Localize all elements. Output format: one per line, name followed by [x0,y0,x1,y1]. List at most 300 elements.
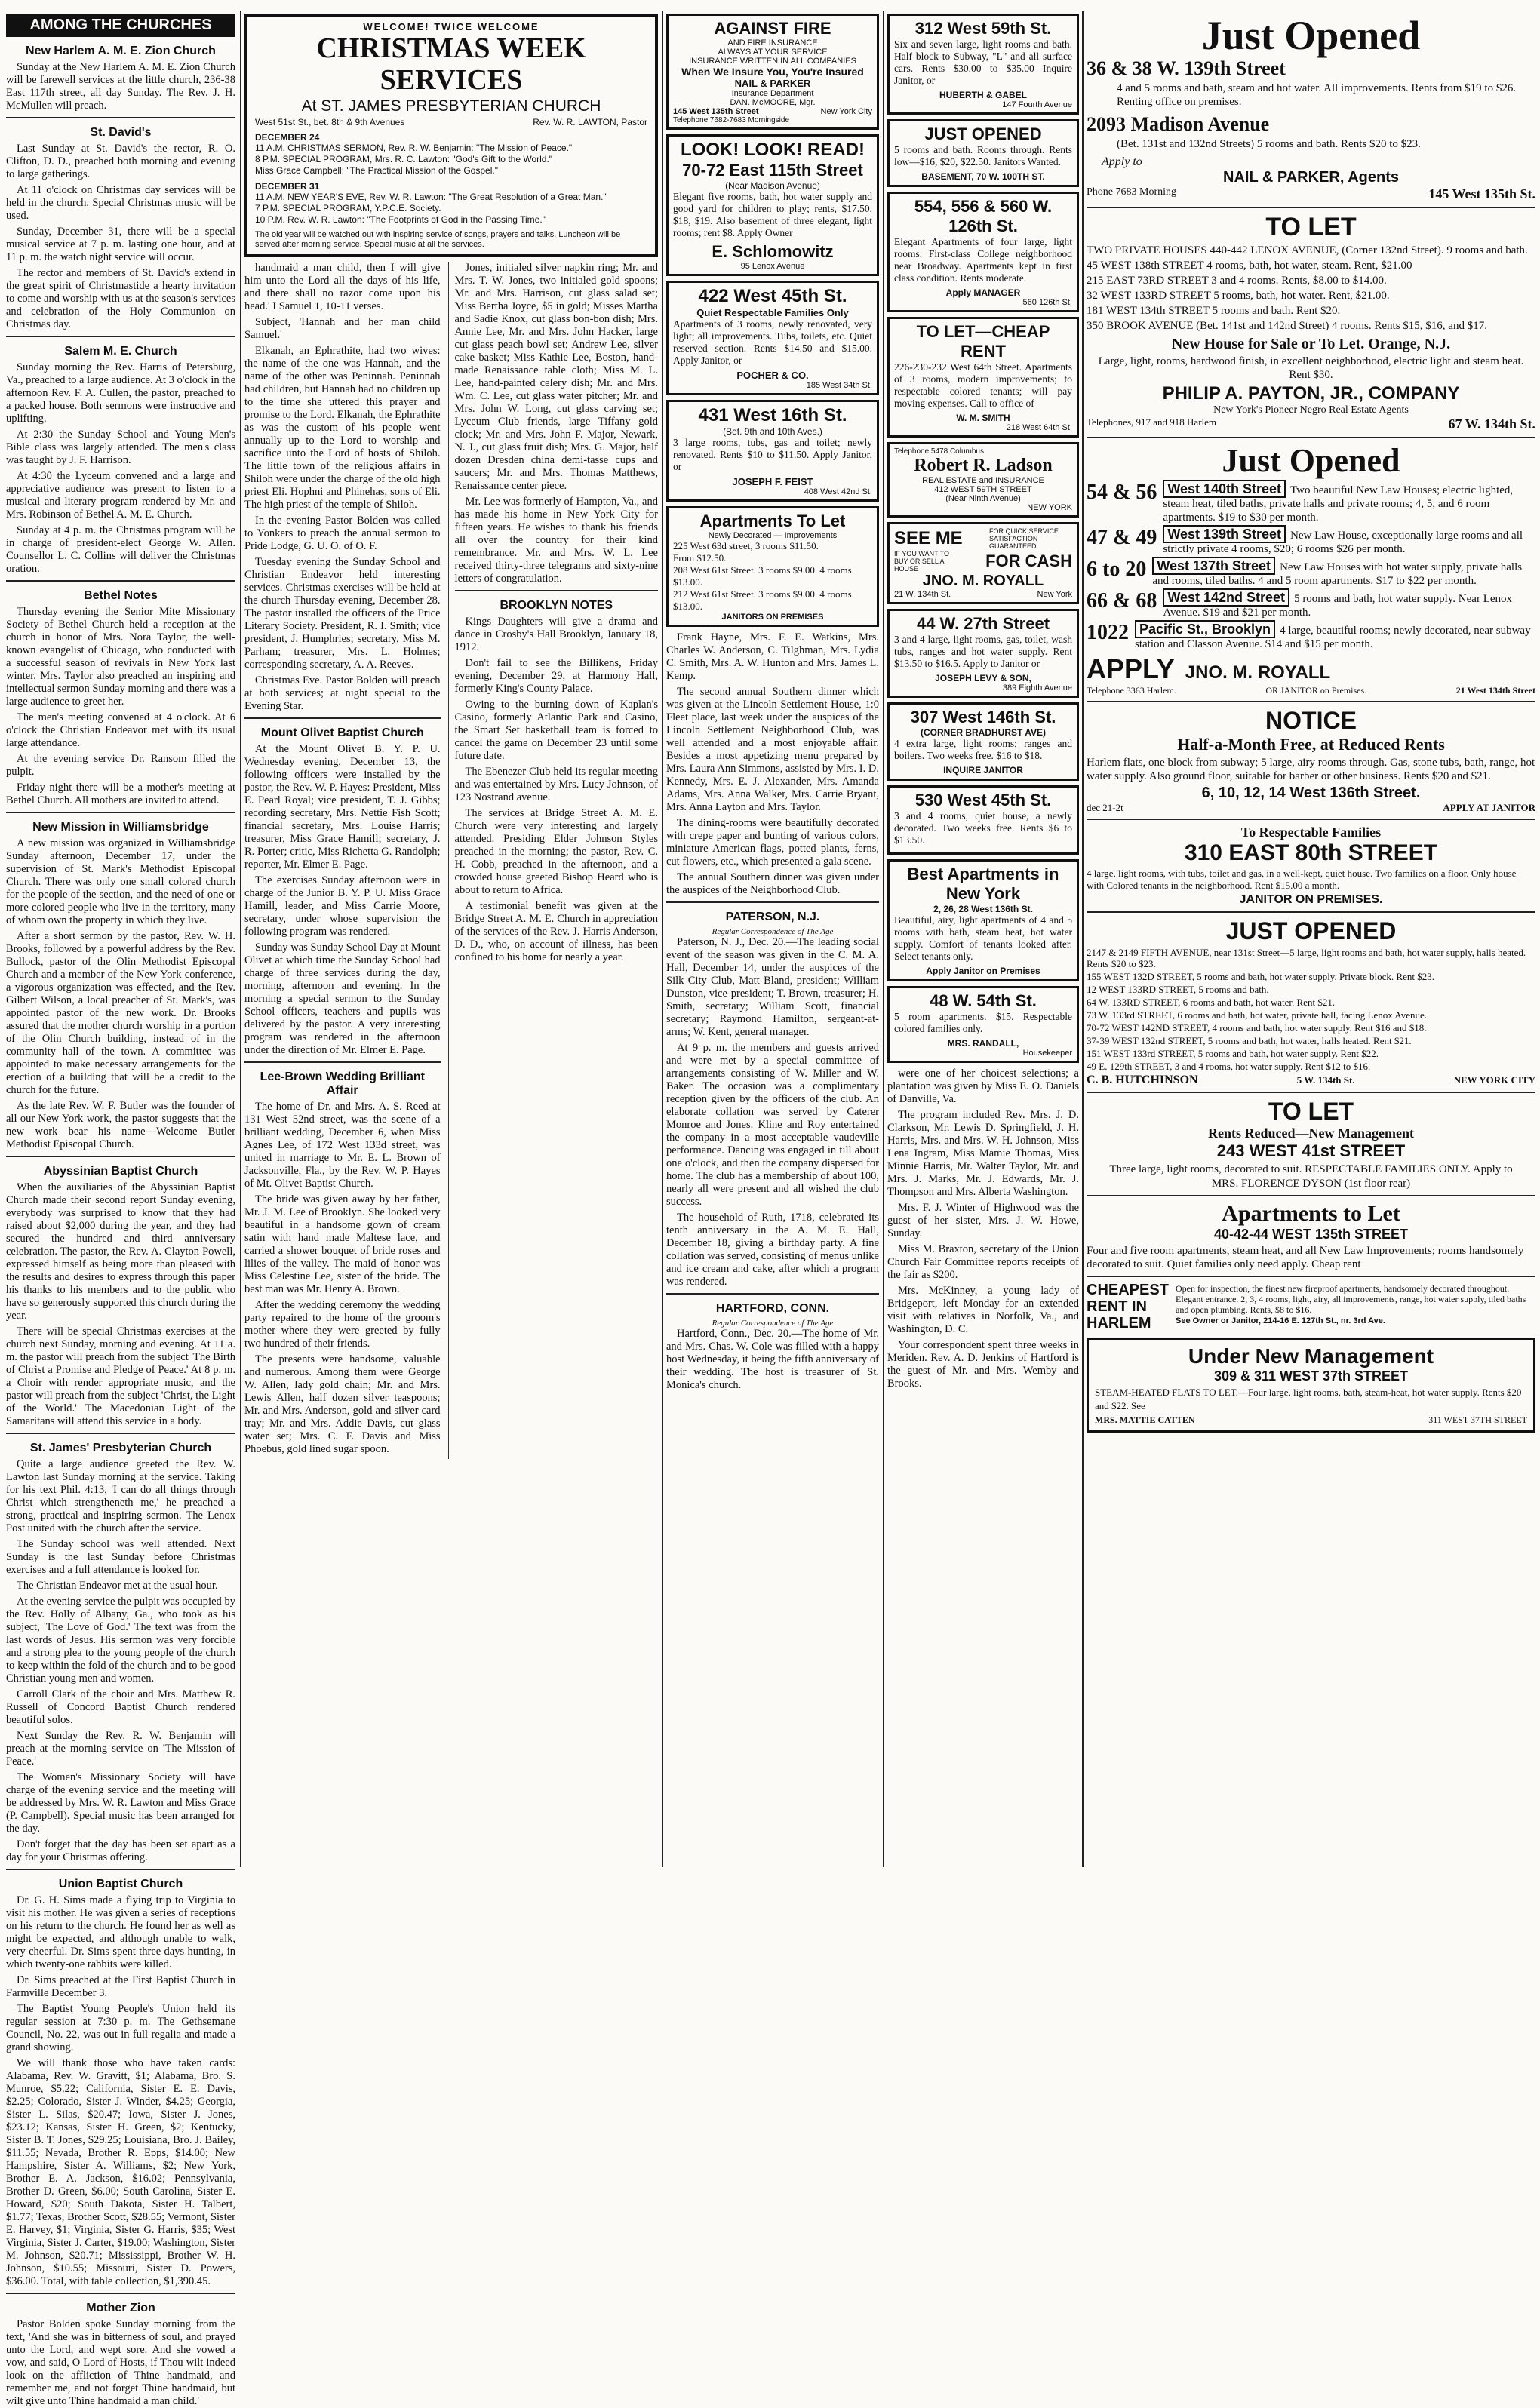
section-divider [6,2293,235,2294]
paragraph: At 11 o'clock on Christmas day services will be held in the church. Special Christmas music will be used. [6,184,235,222]
paragraph: The second annual Southern dinner which was given at the Lincoln Settlement House, 1:0 Fleet place, last week under the auspices of the Lincoln Settlement Neighborhood Club, was well attended and a most enjoyable affair. Besides a most appetizing menu prepared by Mrs. Laura Ann Simmons, assisted by Mrs. I. D. Kennedy, Mrs. E. J. Alexander, Mrs. Amanda Adams, Mrs. Anna Walker, Mrs. Carrie Bryant, Mrs. Anna Layton and Mrs. Taylor. [666,686,879,813]
just-opened-3-title: JUST OPENED [1225,917,1397,944]
schedule-line: 7 P.M. SPECIAL PROGRAM, Y.P.C.E. Society. [255,203,441,213]
section-divider [6,1156,235,1157]
col3-right-paragraphs [666,631,879,897]
column-three [666,14,879,1864]
paragraph: Sunday at the New Harlem A. M. E. Zion Church will be farewell services at the little church, 236-38 East 117th street, all day Sunday. The Rev. J. H. McMullen will preach. [6,61,235,112]
mount-olivet-paragraphs [244,743,441,1057]
paragraph: Sunday at 4 p. m. the Christmas program will be in charge of president-elect George W. Allen. Counsellor L. C. Collins will deliver the Christmas oration. [6,524,235,575]
see-me-cash: FOR CASH [985,551,1072,570]
apts-let-lines [673,540,872,613]
paragraph: handmaid a man child, then I will give him unto the Lord all the days of his life, and there shall no razor come upon his head.' I Samuel 1, 10-11 verses. [244,262,441,312]
col4-paragraphs [887,1067,1079,1390]
just-opened-1-agent-address: 145 West 135th St. [1428,186,1535,201]
listing-street: West 140th Street [1163,480,1286,498]
ad-422-sub: Quiet Respectable Families Only [696,307,849,318]
just-opened-2-agent-note: OR JANITOR on Premises. [1265,685,1367,696]
paragraph: Quite a large audience greeted the Rev. W. Lawton last Sunday morning at the service. Taking for his text Phil. 4:13, 'I can do all things through Christ which strengtheneth me,' he preached a strong, practical and inspiring sermon. The Lenox Post united with the church after the service. [6,1458,235,1534]
box-note: The old year will be watched out with inspiring service of songs, prayers and talks. Luncheon will be served after morning service. Special music at all the services. [255,230,621,249]
section-divider [6,117,235,118]
christmas-services-box [244,14,658,257]
to-let-1-company-sub: New York's Pioneer Negro Real Estate Agents [1213,404,1409,416]
section-heading: New Mission in Williamsbridge [32,821,209,834]
paragraph: Don't fail to see the Billikens, Friday evening, December 29, at Harmony Hall, formerly King's County Palace. [454,657,658,695]
paragraph: The bride was given away by her father, Mr. J. M. Lee of Brooklyn. She looked very beautiful in a handsome gown of cream satin with hand made Maltese lace, and carried a shower bouquet of bride roses and lilies of the valley. The maid of honor was Miss Celestine Lee, sister of the bride. The best man was Mr. Henry A. Brown. [244,1193,441,1295]
paragraph: Tuesday evening the Sunday School and Christian Endeavor held interesting services. Christmas exercises will be held at the church Thursday evening, December 28. The pastor installed the officers of the Price Literary Society. President, R. I. Smith; vice president, J. Humphries; secretary, Miss M. Parham; treasurer, Mrs. L. Holmes; corresponding secretary, A. A. Reeves. [244,556,441,671]
under-new-agent: MRS. MATTIE CATTEN [1095,1414,1195,1425]
listing-line: 2147 & 2149 FIFTH AVENUE, near 131st Street—5 large, light rooms and bath, hot water supply, halls heated. Rents $20 to $23. [1087,947,1526,969]
listing-details [1163,481,1535,524]
paragraph: Hartford, Conn., Dec. 20.—The home of Mr. and Mrs. Chas. W. Cole was filled with a happy host Wednesday, it being the fifth anniversary of their wedding. The host is treasurer of St. Monica's church. [666,1328,879,1391]
apartment-line: From $12.50. [673,552,727,564]
to-let-1-address: 67 W. 134th St. [1448,416,1535,432]
rental-ad [887,14,1079,115]
ad-body: Elegant Apartments of four large, light rooms. First-class College neighborhood near Broadway. Apartments kept in first class condition. Rents moderate. [894,236,1072,284]
paragraph: The exercises Sunday afternoon were in charge of the Junior B. Y. P. U. Miss Grace Hamill, leader, and Miss Carrie Moore, secretary, under whose supervision the following program was rendered. [244,874,441,938]
paragraph: Friday night there will be a mother's meeting at Bethel Church. All mothers are invited to attend. [6,782,235,806]
apartments-let-ad-2 [1087,1201,1535,1271]
fire-insurance-ad [666,14,879,130]
paragraph: At the evening service the pulpit was occupied by the Rev. Holly of Albany, Ga., who took as his subject, 'The Love of God.' The text was from the last words of Jesus. His sermon was very forcible and a strong plea to the young people of the church to keep within the fold of the church and to be good Christian young men and women. [6,1596,235,1685]
listing-line: 151 WEST 133rd STREET, 5 rooms and bath, hot water supply. Rent $22. [1087,1048,1379,1059]
paragraph: At 9 p. m. the members and guests arrived and were met by a special committee of arrangements consisting of W. Miller and W. Baker. The occasion was a complimentary reception given by the officers of the club. An elaborate collation was served by Caterer Monroe and Jones. Kline and Roy entertained the company in a most acceptable vaudeville performance. Dancing was engaged in till about one o'clock, and then the company dispersed for home. The club has a membership of about 100, nearly all were present and all wished the club success. [666,1042,879,1208]
listing-details [1163,590,1535,619]
look-ad-owner: E. Schlomowitz [712,242,834,261]
paragraph: Sunday, December 31, there will be a special musical service at 7 p. m. lasting one hour, and at 11 p. m. the watch night service will occur. [6,226,235,263]
east80-body: 4 large, light rooms, with tubs, toilet and gas, in a well-kept, quiet house. Two families on a floor. Only house with Colored tenants in the neighborhood. Rent $15.00 a month. [1087,868,1517,891]
paragraph: Your correspondent spent three weeks in Meriden. Rev. A. D. Jenkins of Hartford is the guest of Mr. and Mrs. Wemby and Brooks. [887,1339,1079,1390]
section-divider [6,812,235,813]
listing-line: 45 WEST 138th STREET 4 rooms, bath, hot water, steam. Rent, $21.00 [1087,260,1412,272]
ad-body: 5 room apartments. $15. Respectable colored families only. [894,1011,1072,1034]
section-heading: Union Baptist Church [58,1878,183,1890]
section-divider [6,1433,235,1434]
listing-street: Pacific St., Brooklyn [1135,620,1275,638]
rental-ad [887,317,1079,438]
ad-title: 48 W. 54th St. [930,991,1037,1010]
just-opened-1-title: Just Opened [1201,13,1421,58]
listing-desc: New Law Houses with hot water supply, private halls and rooms, tiled baths. 4 and 5 room apartments. $17 to $22 per month. [1152,561,1523,587]
cheapest-l3: HARLEM [1087,1315,1151,1331]
just-opened-2-rows [1087,481,1535,651]
fire-ad-line2: ALWAYS AT YOUR SERVICE [718,48,828,57]
apartment-line: 208 West 61st Street. 3 rooms $9.00. 4 rooms $13.00. [673,564,852,588]
to-let-2-address: 243 WEST 41st STREET [1216,1141,1406,1160]
paragraph: Dr. Sims preached at the First Baptist Church in Farmville December 3. [6,1974,235,1999]
rental-ad [887,702,1079,781]
ad-agent: W. M. SMITH [956,413,1010,423]
paragraph: The household of Ruth, 1718, celebrated its tenth anniversary in the A. M. E. Hall, December 18, giving a birthday party. A fine collation was served, consisting of menus unlike and ice cream and cake, after which a program was rendered. [666,1212,879,1288]
paragraph: A new mission was organized in Williamsbridge Sunday afternoon, December 17, under the supervision of St. Mark's Methodist Episcopal Church. There was only one small colored church for the people of the section, and the need of one or more colored people who live in the territory, many of whom own the property in which they live. [6,837,235,926]
schedule-line: 10 P.M. Rev. W. R. Lawton: "The Footprints of God in the Passing Time." [255,214,546,225]
to-let-1-lines [1087,244,1535,333]
apartments-to-let-ad [666,506,879,627]
column-rule [883,11,884,1867]
just-opened-3-lines [1087,947,1535,1072]
to-let-2-sub: Rents Reduced—New Management [1208,1126,1414,1141]
paragraph: Last Sunday at St. David's the rector, R. O. Clifton, D. D., preached both morning and evening to large gatherings. [6,143,235,180]
ad-422-agent-address: 185 West 34th St. [806,381,872,390]
paragraph: The rector and members of St. David's extend in the great spirit of Christmastide a hearty invitation to come and worship with us at the season's services and celebration of the Holy Communion on Christmas day. [6,267,235,330]
to-let-1-house-desc: Large, light, rooms, hardwood finish, in excellent neighborhood, electric light and steam heat. Rent $30. [1098,355,1524,381]
see-me-guarantee: FOR QUICK SERVICE. SATISFACTION GUARANTEED [989,527,1061,550]
rental-ad [887,986,1079,1063]
rental-ad [887,192,1079,312]
ad-title: 44 W. 27th Street [916,614,1050,633]
section-heading: New Harlem A. M. E. Zion Church [26,45,216,57]
fire-ad-title: AGAINST FIRE [714,19,831,38]
rental-ad [887,859,1079,981]
ad-agent-address: 147 Fourth Avenue [1002,100,1072,109]
notice-title: NOTICE [1265,707,1357,734]
col2-left-subcolumn [244,262,441,1459]
fire-ad-city: New York City [820,107,872,116]
ad-body: Six and seven large, light rooms and bath. Half block to Subway, "L" and all surface cars. Rents $30.00 to $35.00 Inquire Janitor, or [894,38,1072,86]
just-opened-ad-2 [1087,443,1535,696]
paragraph: At 2:30 the Sunday School and Young Men's Bible class was largely attended. The men's class was taught by J. F. Harrison. [6,428,235,466]
paragraph: There will be special Christmas exercises at the church next Sunday, morning and evening. At 11 a. m. the pastor will preach from the subject 'The Birth of Christ a Promise and Pledge of Peace.' At 8 p. m. a Choir with render appropriate music, and the pastor will preach from the subject 'Christ, the Light of the World.' The Macedonian Light of the Samaritans will attend this service in a body. [6,1325,235,1427]
notice-date: dec 21-2t [1087,802,1123,813]
ad-agent: JOSEPH LEVY & SON, [935,673,1031,683]
apts-let-2-title: Apartments to Let [1222,1201,1400,1226]
east-80th-ad [1087,825,1535,907]
see-me-name: JNO. M. ROYALL [922,573,1044,589]
hartford-sub: Regular Correspondence of The Age [712,1319,834,1328]
just-opened-3-agent-address: 5 W. 134th St. [1296,1074,1355,1086]
paragraph: Carroll Clark of the choir and Mrs. Matthew R. Russell of Concord Baptist Church rendered beautiful solos. [6,1688,235,1726]
ladson-name: Robert R. Ladson [914,456,1053,475]
to-let-2-agent: MRS. FLORENCE DYSON [1211,1178,1342,1190]
listing-number: 66 & 68 [1087,589,1157,613]
brooklyn-paragraphs [455,616,658,964]
listing-line: 32 WEST 133RD STREET 5 rooms, bath, hot water. Rent, $21.00. [1087,290,1390,302]
schedule-line: Miss Grace Campbell: "The Practical Mission of the Gospel." [255,165,498,176]
ad-431-body: 3 large rooms, tubs, gas and toilet; newly renovated. Rents $10 to $11.50. Apply Janitor, or [673,437,872,472]
ad-agent-address: Housekeeper [1022,1049,1072,1058]
col2-left-paragraphs [244,262,441,713]
ad-body: 4 extra large, light rooms; ranges and boilers. Two weeks free. $16 to $18. [894,738,1072,761]
listing-line: TWO PRIVATE HOUSES 440-442 LENOX AVENUE, (Corner 132nd Street). 9 rooms and bath. [1087,244,1528,256]
listing-line: 12 WEST 133RD STREET, 5 rooms and bath. [1087,984,1269,995]
apts-let-sub: Newly Decorated — Improvements [708,531,838,540]
listing-row [1087,558,1535,588]
ad-body: 3 and 4 large, light rooms, gas, toilet, wash tubs, ranges and hot water supply. Rent $13.50 to $16.5. Apply to Janitor or [894,634,1072,669]
paterson-heading: PATERSON, N.J. [725,911,820,923]
box-subtitle: At ST. JAMES PRESBYTERIAN CHURCH [301,97,601,115]
under-new-address: 309 & 311 WEST 37th STREET [1213,1368,1409,1384]
listing-line: 37-39 WEST 132nd STREET, 5 rooms and bath, hot water, halls heated. Rent $21. [1087,1035,1412,1046]
hartford-heading: HARTFORD, CONN. [715,1302,830,1315]
paragraph: At the evening service Dr. Ransom filled the pulpit. [6,753,235,778]
listing-number: 6 to 20 [1087,557,1147,581]
look-ad-owner-address: 95 Lenox Avenue [740,262,805,271]
ad-agent: INQUIRE JANITOR [943,765,1023,776]
paragraph: Owing to the burning down of Kaplan's Casino, formerly Atlantic Park and Casino, the Smart Set basketball team is forced to cancel the game on December 23 until some future date. [454,699,658,762]
notice-body: Harlem flats, one block from subway; 5 large, airy rooms through. Gas, stone tubs, bath, range, hot water supply. Also ground floor, suitable for barber or other business. Rents $20 and $21. [1087,757,1535,782]
see-me-text: SEE ME [894,528,963,548]
paragraph: Frank Hayne, Mrs. F. E. Watkins, Mrs. Charles W. Anderson, C. Tilghman, Mrs. Lydia C. Smith, Mrs. A. W. Hunton and Mrs. James L. Kemp. [666,631,879,682]
notice-apply: APPLY AT JANITOR [1443,802,1535,813]
ad-body: 5 rooms and bath. Rooms through. Rents low—$16, $20, $22.50. Janitors Wanted. [894,144,1072,167]
section-divider [6,336,235,337]
listing-desc: New Law House, exceptionally large rooms and all strictly private 4 rooms, $20; 6 rooms $26 per month. [1163,530,1523,555]
paragraph: Dr. G. H. Sims made a flying trip to Virginia to visit his mother. He was given a series of receptions on his return to the church. He found her as well as might be expected, and although unable to walk, very cheerful. Dr. Sims spent three days hunting, in which twenty-one rabbits were killed. [6,1894,235,1970]
paragraph: The Christian Endeavor met at the usual hour. [17,1580,218,1592]
listing-details [1163,527,1535,556]
listing-line: 73 W. 133rd STREET, 6 rooms and bath, hot water, private hall, facing Lenox Avenue. [1087,1009,1428,1021]
ad-agent-address: 389 Eighth Avenue [1002,683,1072,693]
church-sections [6,45,235,2408]
see-me-buy-sell: IF YOU WANT TO BUY OR SELL A HOUSE [894,550,950,573]
column-rule [662,11,663,1867]
apartment-line: 225 West 63d street, 3 rooms $11.50. [673,540,819,551]
box-lines-2 [255,192,647,226]
fire-ad-slogan: When We Insure You, You're Insured [681,66,864,78]
ad-sub: 2, 26, 28 West 136th St. [933,904,1033,914]
cheapest-foot: See Owner or Janitor, 214-16 E. 127th St., nr. 3rd Ave. [1176,1316,1385,1325]
listing-details [1135,622,1535,651]
listing-line: 70-72 WEST 142ND STREET, 4 rooms and bath, hot water supply. Rent $16 and $18. [1087,1022,1427,1034]
see-me-address: 21 W. 134th St. [894,590,951,599]
paragraph: The Ebenezer Club held its regular meeting and was entertained by Mrs. Lucy Johnson, of 123 Nostrand avenue. [454,766,658,803]
under-new-management-ad [1087,1338,1535,1433]
paragraph: Subject, 'Hannah and her man child Samuel.' [244,316,441,341]
paragraph: were one of her choicest selections; a plantation was given by Miss E. O. Daniels of Danville, Va. [887,1067,1079,1105]
column-rule [1082,11,1084,1867]
to-let-1-title: TO LET [1265,213,1357,241]
to-let-ad-2 [1087,1098,1535,1190]
paragraph: After a short sermon by the pastor, Rev. W. H. Brooks, followed by a powerful address by the Rev. Bullock, pastor of the Olin Methodist Episcopal Church and a member of the New York conference, a vigorous organization was effected, and the Rev. Gilbert Wilson, a local preacher of St. Mark's, was appointed pastor of the new work. Dr. Brooks assured that the mother church worship in a portion of the Olin Church building, instead of in the community hall of the town. A committee was appointed to make necessary arrangements for the erection of a building that will be a credit to the church for the future. [6,930,235,1096]
paragraph: The Sunday school was well attended. Next Sunday is the last Sunday before Christmas exercises and a full attendance is looked for. [6,1538,235,1576]
ad-agent: MRS. RANDALL, [947,1038,1019,1049]
fire-ad-manager: DAN. McMOORE, Mgr. [730,98,816,107]
section-heading: Bethel Notes [84,589,158,602]
ladson-city: NEW YORK [1027,503,1072,512]
ad-422-west-45th [666,281,879,395]
listing-number: 47 & 49 [1087,526,1157,549]
ad-title: 312 West 59th St. [914,19,1052,38]
ad-422-body: Apartments of 3 rooms, newly renovated, very light; all improvements. Tubs, toilets, etc. Quiet reserved section. Rents $14.50 and $15.00. Apply Janitor, or [673,318,872,366]
under-new-agent-address: 311 WEST 37TH STREET [1428,1414,1527,1425]
just-opened-1-body1: 4 and 5 rooms and bath, steam and hot water. All improvements. Rents from $19 to $26. Renting office on premises. [1117,82,1517,108]
paragraph: Jones, initialed silver napkin ring; Mr. and Mrs. T. W. Jones, two initialed gold spoons; Mr. and Mrs. Harrison, cut glass salad set; Miss Bertha Joyce, $5 in gold; Misses Martha and Sadie Knox, cut glass bon-bon dish; Mrs. Annie Lee, Mr. and Mrs. John Hacker, large cut glass peach bowl set; Andrew Lee, silver cake basket; Miss Kathie Lee, Boston, hand-made Renaissance table cloth; Miss M. L. Lee, hand-painted celery dish; Mr. and Mrs. Wm. C. Lee, cut glass water pitcher; Mr. and Mrs. John W. Long, cut glass carving set; Lyceum Club friends, large Tiffany gold clock; Mr. and Mrs. John F. Major, Newark, N. J., cut glass fruit dish; Mrs. G. Major, half dozen Dresden china demi-tasse cups and saucers; Mr. and Mrs. Thomas Matthews, Renaissance center piece. [454,262,658,492]
column-four [887,14,1079,1864]
ad-title: TO LET—CHEAP RENT [916,322,1050,361]
see-me-city: New York [1037,590,1072,599]
paragraph: The presents were handsome, valuable and numerous. Among them were George W. Allen, lady gold chain; Mr. and Mrs. Lewis Allen, half dozen silver teaspoons; Mr. and Mrs. Anderson, gold and silver card tray; Mr. and Mrs. Addie Davis, cut glass water set; Mrs. C. F. Davis and Miss Phoebus, gold lined sugar spoon. [244,1353,441,1455]
paragraph: A testimonial benefit was given at the Bridge Street A. M. E. Church in appreciation of the services of the Rev. J. Harris Anderson, D. D., who, on account of illness, has been confined to his home for nearly a year. [454,900,658,963]
column-churches [6,14,236,2407]
paragraph: When the auxiliaries of the Abyssinian Baptist Church made their second report Sunday evening, everybody was surprised to know that they had raised about $2,000 during the year, and they had secured the hundred and third anniversary celebration. The pastor, the Rev. A. Clayton Powell, expressed himself as being more than pleased with the results and desires to express through this paper his thanks to his members and to the public who have so generously supported this church during the year. [6,1181,235,1322]
listing-line: 49 E. 129th STREET, 3 and 4 rooms, hot water supply. Rent $12 to $16. [1087,1061,1371,1072]
royall-see-me-ad [887,522,1079,604]
paragraph: Sunday morning the Rev. Harris of Petersburg, Va., preached to a large audience. At 3 o'clock in the afternoon Rev. F. A. Cullen, the pastor, preached to a packed house. Both sermons were instructive and uplifting. [6,361,235,425]
ad-agent: Apply Janitor on Premises [926,966,1040,976]
under-new-title: Under New Management [1188,1344,1434,1368]
ladson-line3: (Near Ninth Avenue) [945,494,1021,503]
ad-422-title: 422 West 45th St. [698,286,847,306]
fire-ad-address: 145 West 135th Street [673,107,759,116]
paragraph: The Baptist Young People's Union held its regular session at 7:30 p. m. The Gethsemane Council, No. 22, was out in full regalia and made a grand showing. [6,2003,235,2053]
section-heading: Mother Zion [86,2302,155,2314]
ad-body: 3 and 4 rooms, quiet house, a newly decorated. Two weeks free. Rents $6 to $13.50. [894,810,1072,846]
ad-body: Beautiful, airy, light apartments of 4 and 5 rooms with bath, steam heat, hot water supply. Comfort of tenants looked after. Select tenants only. [894,914,1072,962]
to-let-1-company: PHILIP A. PAYTON, JR., COMPANY [1162,383,1460,404]
listing-line: 350 BROOK AVENUE (Bet. 141st and 142nd Street) 4 rooms. Rents $15, $16, and $17. [1087,320,1487,332]
look-ad-body: Elegant five rooms, bath, hot water supply and good yard for children to play; rents, $17.50, $18, $19. Also basement of three elegant, light rooms; rent $8. Apply Owner [673,191,872,238]
paragraph: We will thank those who have taken cards: Alabama, Rev. W. Gravitt, $1; Alabama, Bro. S. Munroe, $5.22; California, Sister E. E. Davis, $2.25; Colorado, Sister J. Winder, $4.25; Georgia, Sister L. Silas, $20.47; Iowa, Sister J. Jones, $23.12; Kansas, Sister H. Green, $2; Kentucky, Sister B. T. Jones, $29.25; Louisiana, Bro. J. Bailey, $11.55; Nevada, Brother R. Epps, $14.00; New Hampshire, Sister A. Williams, $2; New York, Brother E. A. Jackson, $16.02; Pennsylvania, Brother D. Green, $6.00; South Carolina, Sister E. Howard, $20; South Dakota, Sister H. Talbert, $1.77; Texas, Brother Scott, $28.55; Vermont, Sister E. Harvey, $1; Virginia, Sister G. Harris, $35; West Virginia, Sister J. Carter, $19.00; Washington, Sister M. Johnson, $20.71; Mississippi, Brother W. H. Johnson, $10.55; Missouri, Sister D. Powers, $36.00. Total, with table collection, $1,390.45. [6,2057,235,2287]
box-address: West 51st St., bet. 8th & 9th Avenues [255,117,405,127]
just-opened-1-agent: NAIL & PARKER, Agents [1223,169,1399,186]
listing-desc: 5 rooms and bath, hot water supply. Near Lenox Avenue. $19 and $21 per month. [1163,593,1513,619]
listing-street: West 137th Street [1152,557,1275,575]
section-heading: Salem M. E. Church [64,345,177,358]
listing-desc: 4 large, beautiful rooms; newly decorated, near subway station and Classon Avenue. $14 and $15 per month. [1135,625,1531,650]
just-opened-2-agent: JNO. M. ROYALL [1185,662,1331,683]
section-heading: St. James' Presbyterian Church [29,1442,212,1454]
ad-title: 307 West 146th St. [910,708,1056,726]
paragraph: Next Sunday the Rev. R. W. Benjamin will preach at the morning service on 'The Mission of Peace.' [6,1730,235,1768]
schedule-line: 11 A.M. CHRISTMAS SERMON, Rev. R. W. Benjamin: "The Mission of Peace." [255,143,573,153]
paragraph: Sunday was Sunday School Day at Mount Olivet at which time the Sunday School had charge of three services during the day, morning, afternoon and evening. In the morning a special sermon to the Sunday School officers, teachers and pupils was delivered by the pastor. A very interesting program was rendered in the afternoon under the direction of Mr. Elmer E. Page. [244,941,441,1056]
listing-line: 181 WEST 134th STREET 5 rooms and bath. Rent $20. [1087,305,1341,317]
listing-street: West 142nd Street [1163,588,1289,607]
listing-line: 64 W. 133RD STREET, 6 rooms and bath, hot water. Rent $21. [1087,997,1336,1008]
listing-row [1087,527,1535,556]
paragraph: The Women's Missionary Society will have charge of the evening service and the meeting will be addressed by Mrs. W. R. Lawton and Miss Grace (P. Campbell). Special music has been arranged for the day. [6,1771,235,1835]
look-ad-near: (Near Madison Avenue) [725,180,820,191]
apts-let-2-body: Four and five room apartments, steam heat, and all New Law Improvements; rooms handsomely decorated to suit. Quiet families only need apply. Cheap rent [1087,1245,1524,1270]
box-title: CHRISTMAS WEEK SERVICES [316,32,586,96]
listing-row [1087,590,1535,619]
paragraph: Elkanah, an Ephrathite, had two wives: the name of the one was Hannah, and the name of the other was Peninnah. Peninnah had children, but Hannah had no children up to the time she uttered this prayer and promise to the Lord. Elkanah, the Ephrathite as was the custom of his people went annually up to the Lord to worship and sacrifice unto the Lord of hosts of Shiloh. The little town of the religious affairs in Shiloh were under the charge of the old high priest Eli. Hophni and Phinehas, sons of Eli. The high priest of the temple of Shiloh. [244,345,441,511]
just-opened-1-addr1: 36 & 38 W. 139th Street [1087,57,1286,79]
just-opened-3-agent: C. B. HUTCHINSON [1087,1073,1198,1086]
to-let-2-body: Three large, light rooms, decorated to suit. RESPECTABLE FAMILIES ONLY. Apply to [1109,1163,1513,1175]
lee-brown-paragraphs [244,1101,441,1456]
under-new-body: STEAM-HEATED FLATS TO LET.—Four large, light rooms, bath, steam-heat, hot water supply. Rents $20 and $22. See [1095,1387,1522,1411]
ad-body: 226-230-232 West 64th Street. Apartments of 3 rooms, modern improvements; to respectable colored tenants; will pay moving expenses. Call to office of [894,361,1072,409]
box-pastor: Rev. W. R. LAWTON, Pastor [533,117,647,127]
ad-title: 554, 556 & 560 W. 126th St. [914,197,1053,235]
just-opened-ad-3 [1087,917,1535,1087]
ladson-line2: 412 WEST 59TH STREET [934,485,1032,494]
paragraph: Mr. Lee was formerly of Hampton, Va., and has made his home in New York City for fifteen years. He wishes to thank his friends all over the country for their kind remembrance. Mr. and Mrs. W. L. Lee received thirty-three telegrams and sixty-nine letters of congratulation. [454,496,658,585]
paragraph: As the late Rev. W. F. Butler was the founder of all our New York work, the pastor suggests that the new work bear his name—Welcome Butler Methodist Episcopal Church. [6,1100,235,1150]
column-five [1087,14,1535,1864]
ad-agent-address: 218 West 64th St. [1006,423,1072,432]
ad-agent: Apply MANAGER [945,287,1021,298]
just-opened-1-apply: Apply to [1102,155,1142,168]
fire-ad-firm: NAIL & PARKER [734,78,811,89]
rental-ad [887,785,1079,855]
ad-title: JUST OPENED [924,124,1042,143]
listing-line: 155 WEST 132D STREET, 5 rooms and bath, hot water supply. Private block. Rent $23. [1087,971,1434,982]
paragraph: At 4:30 the Lyceum convened and a large and appreciative audience was present to listen to a musical and literary program rendered by Mr. and Mrs. Robinson of Bethel A. M. E. Church. [6,470,235,521]
rental-ad [887,609,1079,698]
col4-ads [887,14,1079,438]
paragraph: Mrs. F. J. Winter of Highwood was the guest of her sister, Mrs. J. W. Howe, Sunday. [887,1202,1079,1239]
listing-row [1087,622,1535,651]
to-let-1-phone: Telephones, 917 and 918 Harlem [1087,416,1217,428]
section-divider [6,1869,235,1870]
fire-ad-line1: AND FIRE INSURANCE [727,38,818,48]
paragraph: Don't forget that the day has been set apart as a day for your Christmas offering. [6,1838,235,1863]
east80-foot: JANITOR ON PREMISES. [1239,893,1383,906]
column-two [244,14,658,1864]
fire-ad-line3: INSURANCE WRITTEN IN ALL COMPANIES [689,57,856,66]
masthead-among-the-churches: AMONG THE CHURCHES [6,14,235,37]
look-ad-address: 70-72 East 115th Street [682,161,863,180]
box-date-2: DECEMBER 31 [255,181,320,192]
just-opened-2-phone: Telephone 3363 Harlem. [1087,685,1176,696]
ad-431-agent-address: 408 West 42nd St. [804,487,872,496]
box-date-1: DECEMBER 24 [255,132,320,143]
column-rule [240,11,241,1867]
paragraph: The services at Bridge Street A. M. E. Church were very interesting and largely attended. Presiding Elder Johnson Styles preached in the morning; the pastor, Rev. C. H. Cobb, preached in the afternoon, and a crowded house greeted Bishop Heard who is about to return to Africa. [454,807,658,896]
paragraph: The dining-rooms were beautifully decorated with crepe paper and bunting of various colors, miniature American flags, potted plants, ferns, cut flowers, etc., which presented a gala scene. [666,817,879,868]
ladson-ad [887,442,1079,518]
to-let-2-title: TO LET [1268,1098,1354,1125]
notice-sub: Half-a-Month Free, at Reduced Rents [1177,735,1445,754]
ad-431-agent: JOSEPH F. FEIST [732,476,813,487]
lee-brown-heading: Lee-Brown Wedding Brilliant Affair [260,1070,425,1097]
rental-ad [887,119,1079,187]
ladson-phone: Telephone 5478 Columbus [894,447,984,456]
hartford-paragraphs [666,1328,879,1392]
apts-let-2-address: 40-42-44 WEST 135th STREET [1213,1227,1409,1242]
schedule-line: 8 P.M. SPECIAL PROGRAM, Mrs. R. C. Lawton: "God's Gift to the World." [255,154,553,164]
listing-row [1087,481,1535,524]
notice-address: 6, 10, 12, 14 West 136th Street. [1201,785,1421,801]
listing-street: West 139th Street [1163,525,1286,543]
fire-ad-dept: Insurance Department [731,89,814,98]
just-opened-3-city: NEW YORK CITY [1453,1074,1535,1086]
paterson-paragraphs [666,936,879,1288]
just-opened-2-agent-address: 21 West 134th Street [1455,685,1535,696]
east80-title: 310 EAST 80th STREET [1184,840,1438,865]
col4-ads-2 [887,609,1079,1063]
listing-desc: Two beautiful New Law Houses; electric lighted, steam heat, tiled baths, private halls and private rooms; 4, 5, and 6 room apartments. $19 to $30 per month. [1163,484,1514,524]
mount-olivet-heading: Mount Olivet Baptist Church [260,726,424,739]
just-opened-1-body2: (Bet. 131st and 132nd Streets) 5 rooms and bath. Rents $20 to $23. [1117,138,1421,150]
ad-agent-address: 560 126th St. [1022,298,1072,307]
section-divider [6,580,235,582]
ad-agent: BASEMENT, 70 W. 100TH ST. [921,171,1045,182]
ad-title: Best Apartments in New York [907,865,1059,903]
apts-let-title: Apartments To Let [699,511,846,530]
just-opened-1-addr2: 2093 Madison Avenue [1087,113,1270,135]
ad-431-west-16th [666,400,879,502]
to-let-1-house: New House for Sale or To Let. Orange, N.J. [1171,336,1451,352]
apartment-line: 212 West 61st Street. 3 rooms $9.00. 4 rooms $13.00. [673,588,852,612]
box-banner: WELCOME! TWICE WELCOME [363,21,539,32]
to-let-ad-1 [1087,213,1535,432]
ad-title: 530 West 45th St. [914,791,1052,809]
paragraph: The home of Dr. and Mrs. A. S. Reed at 131 West 52nd street, was the scene of a brilliant wedding, December 6, when Miss Agnes Lee, of 172 West 133d street, was united in marriage to Mr. E. L. Brown of Jacksonville, Fla., by the Rev. W. P. Hayes of Mt. Olivet Baptist Church. [244,1101,441,1190]
paterson-sub: Regular Correspondence of The Age [712,927,834,936]
paragraph: The men's meeting convened at 4 o'clock. At 6 o'clock the Christian Endeavor met with its usual large attendance. [6,711,235,749]
paragraph: Mrs. McKinney, a young lady of Bridgeport, left Monday for an extended visit with relatives in Norfolk, Va., and Washington, D. C. [887,1285,1079,1335]
section-heading: St. David's [90,126,152,139]
just-opened-ad-1 [1087,14,1535,202]
brooklyn-heading: BROOKLYN NOTES [500,599,613,612]
ad-431-title: 431 West 16th St. [698,405,847,425]
listing-line: 215 EAST 73RD STREET 3 and 4 rooms. Rents, $8.00 to $14.00. [1087,275,1387,287]
notice-ad [1087,707,1535,814]
ad-422-agent: POCHER & CO. [736,370,809,381]
